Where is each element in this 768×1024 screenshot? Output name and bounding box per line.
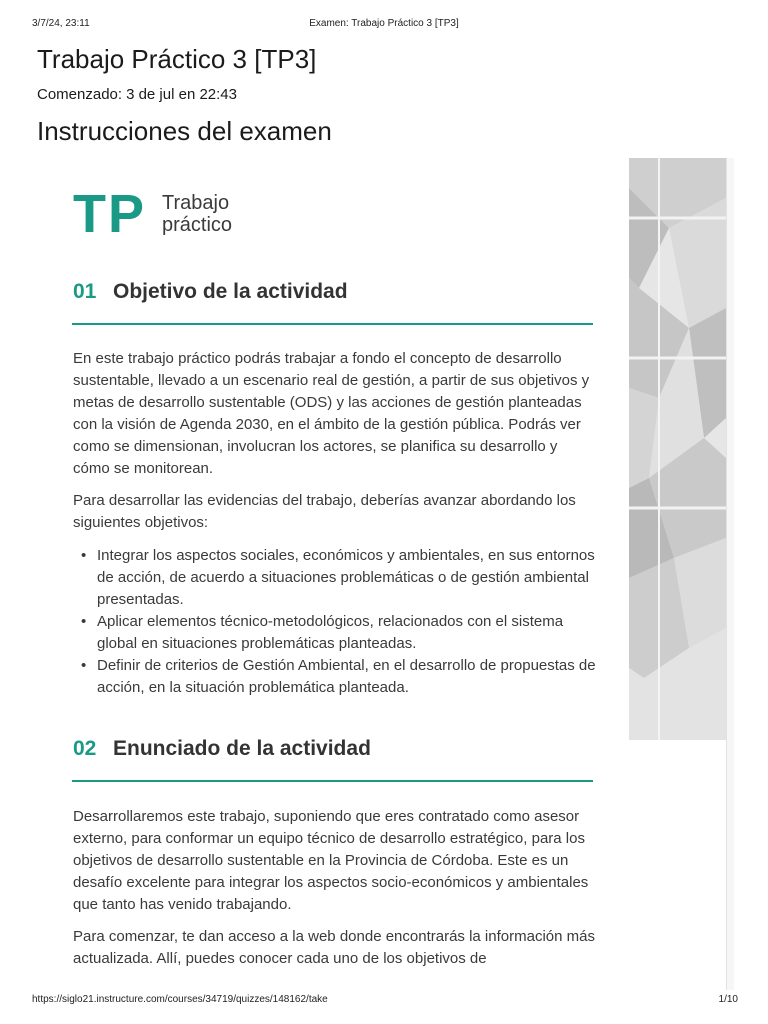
paragraph: Desarrollaremos este trabajo, suponiendo que eres contratado como asesor externo, para conformar un equipo técnico de desarrollo estratégico, para los objetivos de desarrollo sustentable en la Provincia de Córdoba. Este es un desafío excelente para integrar los aspectos socio-económicos y ambientales que tanto has venido trabajando. [73, 808, 589, 913]
section-divider [72, 323, 593, 325]
print-datetime: 3/7/24, 23:11 [32, 18, 90, 29]
print-url: https://siglo21.instructure.com/courses/34719/quizzes/148162/take [32, 994, 328, 1005]
quiz-started [37, 86, 237, 103]
instructions-heading: Instrucciones del examen [37, 116, 332, 146]
section-title: Objetivo de la actividad [113, 280, 348, 303]
list-item: • Integrar los aspectos sociales, económicos y ambientales, en sus entornos de acción, de acuerdo a situaciones problemáticas o de gestión ambiental presentadas. [97, 545, 597, 611]
section-number: 02 [73, 737, 97, 760]
scrollbar-track[interactable] [726, 158, 734, 990]
page-number: 1/10 [718, 994, 738, 1005]
section-divider [72, 780, 593, 782]
paragraph: Para comenzar, te dan acceso a la web donde encontrarás la información más actualizada. Allí, puedes conocer cada uno de los objetivos de [73, 928, 595, 967]
scrollbar-thumb[interactable] [727, 158, 734, 990]
section-number: 01 [73, 280, 97, 303]
tp-logo-word-line2: práctico [162, 214, 233, 236]
started-label: Comenzado: [37, 86, 123, 103]
page-title: Trabajo Práctico 3 [TP3] [37, 44, 317, 74]
decorative-pattern-graphic [629, 158, 726, 740]
section-heading-enunciado [73, 737, 371, 761]
tp-logo-mark: TP [73, 184, 147, 244]
section-title: Enunciado de la actividad [113, 737, 371, 760]
tp-logo-word-line1: Trabajo [162, 192, 230, 214]
paragraph: En este trabajo práctico podrás trabajar a fondo el concepto de desarrollo sustentable, llevado a un escenario real de gestión, a partir de sus objetivos y metas de desarrollo sustentable (ODS) y las acciones de gestión planteadas con la visión de Agenda 2030, en el ámbito de la gestión pública. Podrás ver como se dimensionan, involucran los actores, se planifica su desarrollo y cómo se monitorean. [73, 350, 590, 477]
section-heading-objetivo [73, 280, 348, 304]
paragraph: Para desarrollar las evidencias del trabajo, deberías avanzar abordando los siguientes objetivos: [73, 492, 576, 531]
print-header [32, 18, 736, 32]
list-item: • Definir de criterios de Gestión Ambiental, en el desarrollo de propuestas de acción, en la situación problemática planteada. [97, 655, 597, 699]
decorative-side-image [629, 158, 726, 740]
list-item: • Aplicar elementos técnico-metodológicos, relacionados con el sistema global en situaciones problemáticas planteadas. [97, 611, 597, 655]
started-value: 3 de jul en 22:43 [126, 86, 237, 103]
print-document-title: Examen: Trabajo Práctico 3 [TP3] [309, 18, 459, 29]
objectives-list [97, 545, 597, 699]
print-footer [32, 994, 738, 1006]
